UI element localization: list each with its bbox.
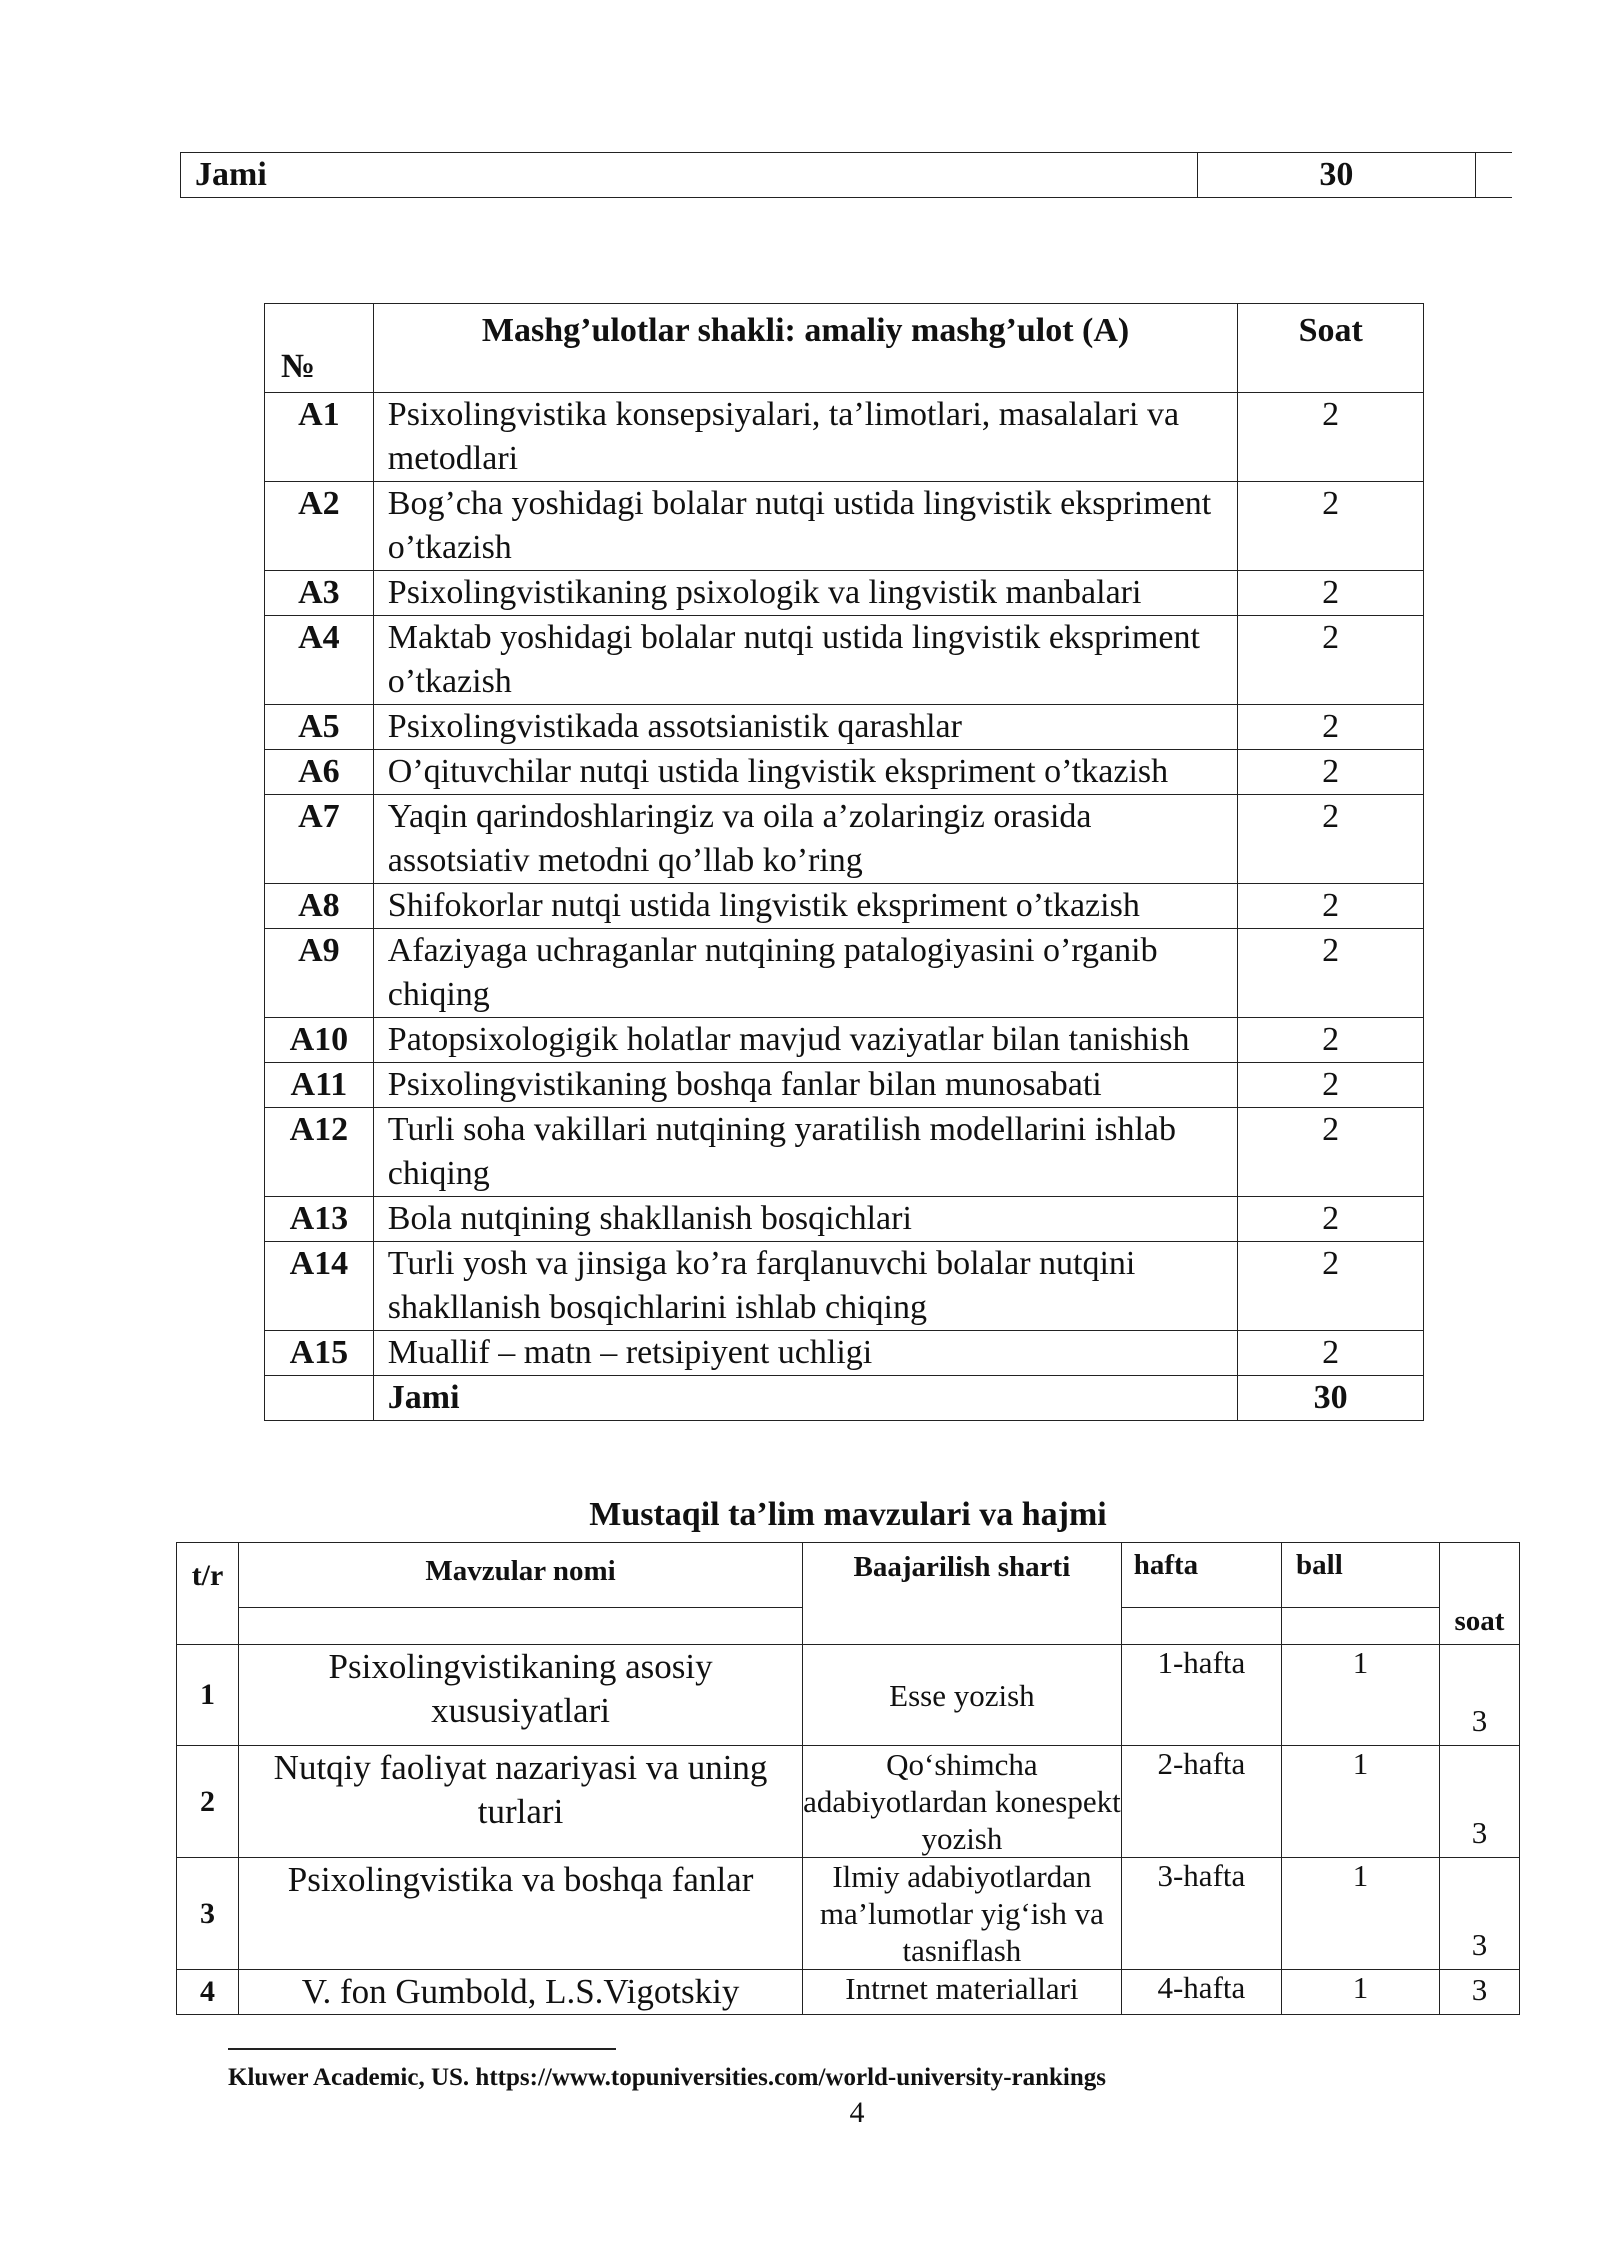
row-hours: 3 [1439, 1746, 1519, 1858]
previous-table-total-row [180, 152, 1512, 198]
row-hours: 2 [1238, 571, 1424, 616]
table-row [265, 616, 1424, 705]
row-topic: Psixolingvistikaning asosiy xususiyatlari [239, 1645, 803, 1746]
row-number: A7 [265, 795, 374, 884]
total-label: Jami [373, 1376, 1238, 1421]
total-value: 30 [1197, 153, 1475, 198]
row-topic: Bola nutqining shakllanish bosqichlari [373, 1197, 1238, 1242]
hours-header: soat [1439, 1543, 1519, 1645]
table-header-row [265, 304, 1424, 393]
row-number: 3 [177, 1858, 239, 1970]
number-header: № [265, 304, 374, 393]
total-row [265, 1376, 1424, 1421]
row-topic: O’qituvchilar nutqi ustida lingvistik ekspriment o’tkazish [373, 750, 1238, 795]
table-row [265, 1063, 1424, 1108]
row-number: A3 [265, 571, 374, 616]
row-topic: Patopsixologigik holatlar mavjud vaziyatlar bilan tanishish [373, 1018, 1238, 1063]
row-week: 2-hafta [1121, 1746, 1281, 1858]
row-condition: Qo‘shimcha adabiyotlardan konespekt yozish [803, 1747, 1121, 1856]
row-number: 1 [177, 1645, 239, 1746]
row-hours: 2 [1238, 884, 1424, 929]
table-row [265, 705, 1424, 750]
row-hours: 2 [1238, 393, 1424, 482]
row-topic: Shifokorlar nutqi ustida lingvistik ekspriment o’tkazish [373, 884, 1238, 929]
row-hours: 3 [1439, 1858, 1519, 1970]
topic-header: Mashg’ulotlar shakli: amaliy mashg’ulot (A) [373, 304, 1238, 393]
table-row [177, 1858, 1520, 1970]
tr-header: t/r [177, 1543, 239, 1645]
row-hours: 2 [1238, 750, 1424, 795]
row-number: A12 [265, 1108, 374, 1197]
row-topic: Psixolingvistikaning boshqa fanlar bilan munosabati [373, 1063, 1238, 1108]
hours-header: Soat [1238, 304, 1424, 393]
table-row [265, 884, 1424, 929]
row-hours: 3 [1439, 1970, 1519, 2015]
table-row [265, 1331, 1424, 1376]
row-topic: Turli soha vakillari nutqining yaratilish modellarini ishlab chiqing [373, 1108, 1238, 1197]
row-score: 1 [1282, 1858, 1440, 1970]
table-row [265, 750, 1424, 795]
row-number: A14 [265, 1242, 374, 1331]
row-score: 1 [1282, 1645, 1440, 1746]
table-row [265, 929, 1424, 1018]
page-number: 4 [849, 2096, 865, 2129]
row-week: 1-hafta [1121, 1645, 1281, 1746]
empty-cell [1121, 1608, 1281, 1645]
row-hours: 2 [1238, 1331, 1424, 1376]
row-topic: Nutqiy faoliyat nazariyasi va uning turlari [239, 1746, 803, 1858]
row-number: A11 [265, 1063, 374, 1108]
row-number: A8 [265, 884, 374, 929]
row-number: A5 [265, 705, 374, 750]
table-row [265, 1242, 1424, 1331]
table-row [265, 571, 1424, 616]
row-condition: Esse yozish [803, 1645, 1122, 1746]
table-row [265, 795, 1424, 884]
row-topic: Yaqin qarindoshlaringiz va oila a’zolaringiz orasida assotsiativ metodni qo’llab ko’ring [373, 795, 1238, 884]
row-topic: Maktab yoshidagi bolalar nutqi ustida lingvistik ekspriment o’tkazish [373, 616, 1238, 705]
table-row [265, 393, 1424, 482]
row-number: A10 [265, 1018, 374, 1063]
independent-study-body [177, 1645, 1520, 2015]
row-hours: 2 [1238, 1242, 1424, 1331]
row-number: A6 [265, 750, 374, 795]
row-number: 2 [177, 1746, 239, 1858]
empty-cell [1282, 1608, 1440, 1645]
practical-sessions-body [265, 393, 1424, 1421]
empty-cell [265, 1376, 374, 1421]
condition-header: Baajarilish sharti [803, 1543, 1122, 1645]
row-hours: 2 [1238, 1197, 1424, 1242]
row-hours: 2 [1238, 705, 1424, 750]
row-topic: Psixolingvistika konsepsiyalari, ta’limotlari, masalalari va metodlari [373, 393, 1238, 482]
table-row [265, 1018, 1424, 1063]
row-number: A9 [265, 929, 374, 1018]
row-hours: 2 [1238, 1018, 1424, 1063]
practical-sessions-table [264, 303, 1424, 1421]
row-number: A4 [265, 616, 374, 705]
row-topic: Psixolingvistikaning psixologik va lingvistik manbalari [373, 571, 1238, 616]
row-week: 4-hafta [1121, 1970, 1281, 2015]
footnote-divider [228, 2048, 616, 2050]
row-condition: Intrnet materiallari [803, 1970, 1122, 2015]
row-topic: Bog’cha yoshidagi bolalar nutqi ustida lingvistik ekspriment o’tkazish [373, 482, 1238, 571]
table-row [177, 1645, 1520, 1746]
score-header: ball [1282, 1543, 1440, 1608]
row-hours: 2 [1238, 929, 1424, 1018]
row-topic: Afaziyaga uchraganlar nutqining patalogiyasini o’rganib chiqing [373, 929, 1238, 1018]
row-topic: Turli yosh va jinsiga ko’ra farqlanuvchi bolalar nutqini shakllanish bosqichlarini ishlab chiqing [373, 1242, 1238, 1331]
total-value: 30 [1238, 1376, 1424, 1421]
total-label: Jami [181, 153, 1198, 198]
row-number: A1 [265, 393, 374, 482]
table-row [177, 1746, 1520, 1858]
row-topic: Psixolingvistika va boshqa fanlar [239, 1858, 803, 1970]
row-score: 1 [1282, 1746, 1440, 1858]
independent-study-title: Mustaqil ta’lim mavzulari va hajmi [589, 1496, 1107, 1533]
table-row [265, 482, 1424, 571]
table-row [265, 1197, 1424, 1242]
row-hours: 2 [1238, 616, 1424, 705]
row-topic: Muallif – matn – retsipiyent uchligi [373, 1331, 1238, 1376]
table-header-row [177, 1543, 1520, 1608]
week-header: hafta [1121, 1543, 1281, 1608]
row-week: 3-hafta [1121, 1858, 1281, 1970]
table-row [265, 1108, 1424, 1197]
row-hours: 2 [1238, 795, 1424, 884]
row-condition: Ilmiy adabiyotlardan ma’lumotlar yig‘ish va tasniflash [803, 1858, 1122, 1970]
row-hours: 3 [1439, 1645, 1519, 1746]
independent-study-table [176, 1542, 1520, 2015]
empty-cell [239, 1608, 803, 1645]
row-number: A15 [265, 1331, 374, 1376]
row-number: A2 [265, 482, 374, 571]
row-hours: 2 [1238, 482, 1424, 571]
row-topic: V. fon Gumbold, L.S.Vigotskiy [239, 1970, 803, 2015]
table-row [177, 1970, 1520, 2015]
row-hours: 2 [1238, 1108, 1424, 1197]
row-topic: Psixolingvistikada assotsianistik qarashlar [373, 705, 1238, 750]
topic-name-header: Mavzular nomi [239, 1543, 803, 1608]
row-hours: 2 [1238, 1063, 1424, 1108]
row-number: 4 [177, 1970, 239, 2015]
empty-cell [1476, 153, 1512, 198]
row-number: A13 [265, 1197, 374, 1242]
row-score: 1 [1282, 1970, 1440, 2015]
footnote: Kluwer Academic, US. https://www.topuniversities.com/world-university-rankings [228, 2064, 1107, 2091]
